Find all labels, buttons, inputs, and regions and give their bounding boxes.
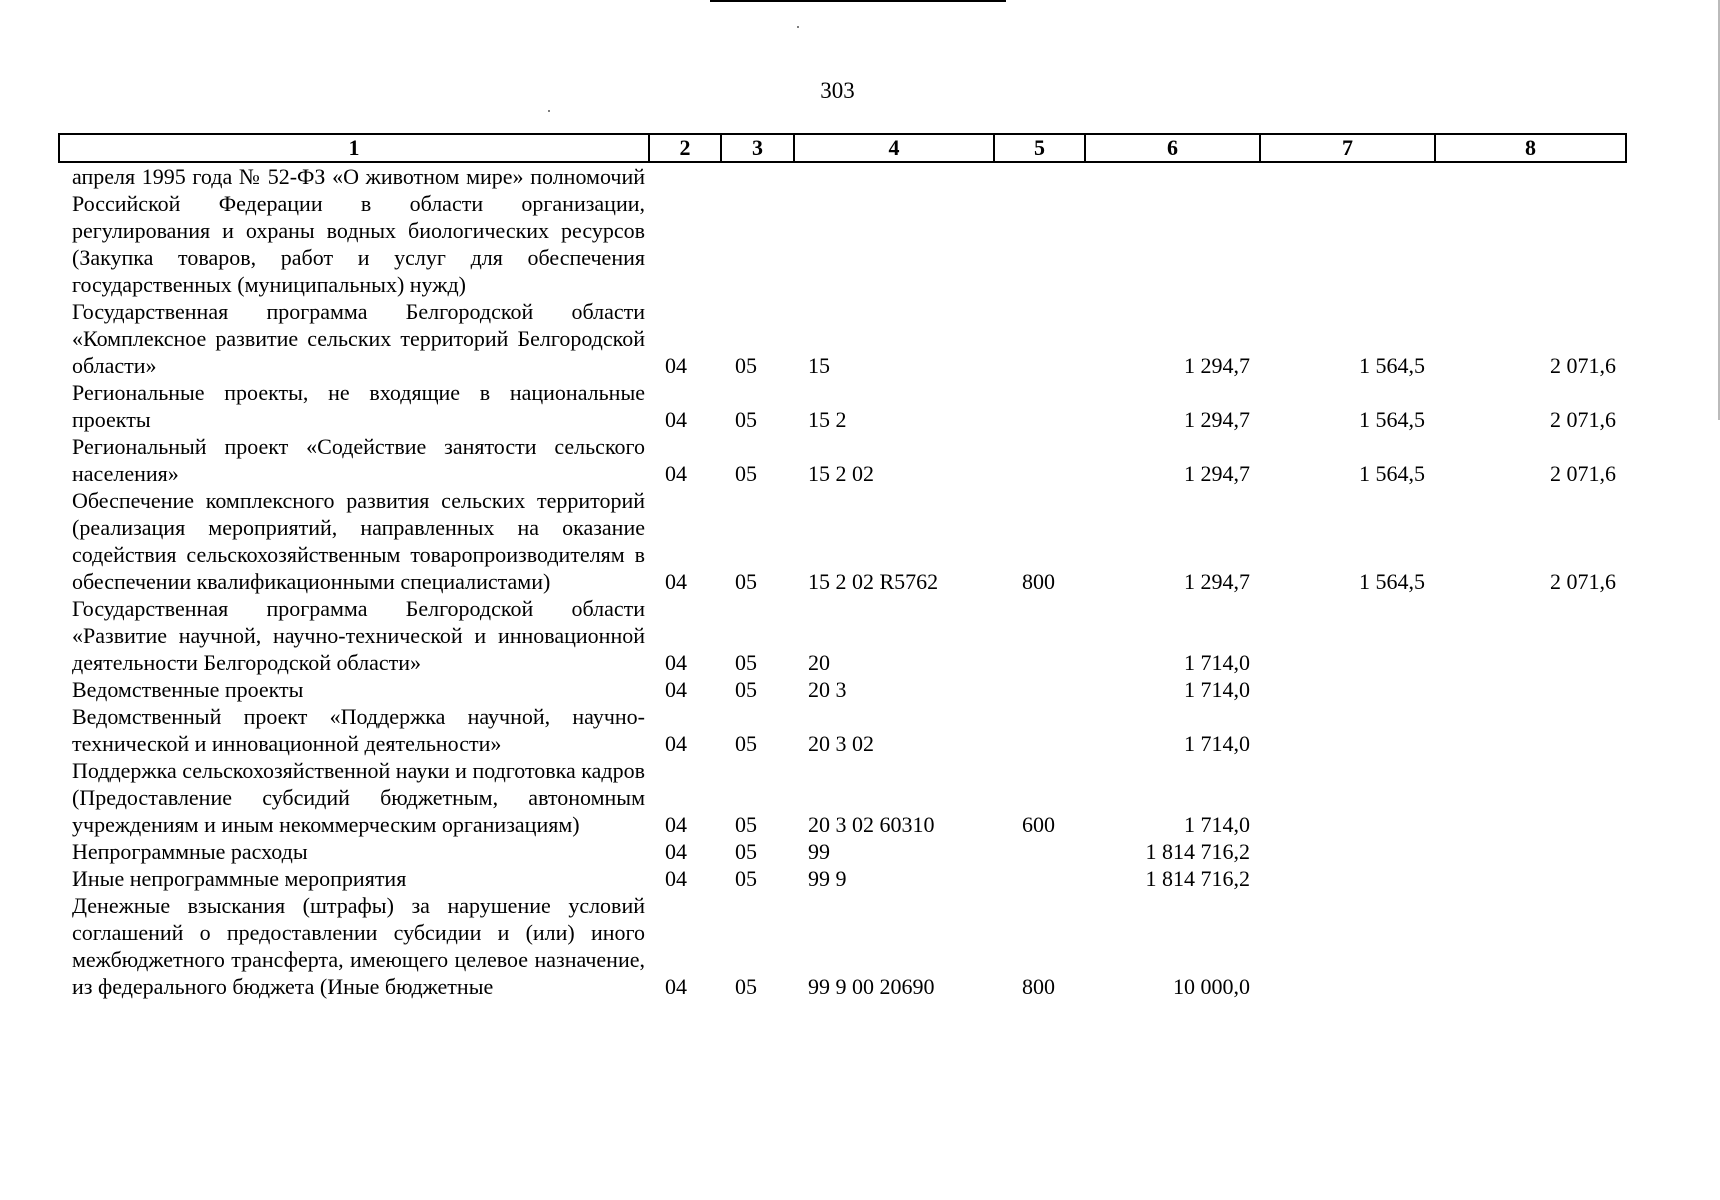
header-col-3: 3 <box>721 134 794 162</box>
row-expense-type <box>994 162 1085 298</box>
row-amount-year2 <box>1260 595 1435 676</box>
page-number: 303 <box>820 78 855 103</box>
row-amount-year3 <box>1435 892 1626 1000</box>
row-name: Непрограммные расходы <box>72 839 308 864</box>
row-amount-year3: 2 071,6 <box>1550 407 1616 432</box>
row-name: Ведомственные проекты <box>72 677 304 702</box>
row-expense-type <box>994 676 1085 703</box>
row-amount-year1: 10 000,0 <box>1173 974 1250 999</box>
row-section: 04 <box>665 677 687 702</box>
row-section: 04 <box>665 461 687 486</box>
row-target-article <box>794 162 994 298</box>
row-target-article: 15 <box>808 353 830 378</box>
row-target-article: 15 2 <box>808 407 847 432</box>
table-row <box>59 433 1626 487</box>
row-subsection: 05 <box>735 866 757 891</box>
row-amount-year1: 1 294,7 <box>1184 353 1250 378</box>
row-amount-year1: 1 294,7 <box>1184 407 1250 432</box>
row-expense-type: 800 <box>1022 569 1055 594</box>
row-section: 04 <box>665 974 687 999</box>
row-amount-year3 <box>1435 757 1626 838</box>
row-expense-type <box>994 379 1085 433</box>
row-amount-year2 <box>1260 892 1435 1000</box>
row-expense-type <box>994 298 1085 379</box>
row-section: 04 <box>665 407 687 432</box>
row-section: 04 <box>665 650 687 675</box>
row-subsection: 05 <box>735 569 757 594</box>
table-row <box>59 379 1626 433</box>
row-target-article: 20 3 <box>808 677 847 702</box>
header-col-1: 1 <box>59 134 649 162</box>
row-section <box>649 162 721 298</box>
table-row <box>59 865 1626 892</box>
table-row <box>59 162 1626 298</box>
row-amount-year1: 1 714,0 <box>1184 731 1250 756</box>
row-amount-year3 <box>1435 865 1626 892</box>
row-amount-year3: 2 071,6 <box>1550 569 1616 594</box>
scan-speck <box>797 26 799 28</box>
row-expense-type <box>994 838 1085 865</box>
row-amount-year2: 1 564,5 <box>1359 461 1425 486</box>
row-target-article: 99 9 00 20690 <box>808 974 935 999</box>
header-col-7: 7 <box>1260 134 1435 162</box>
row-amount-year3: 2 071,6 <box>1550 461 1616 486</box>
table-row <box>59 838 1626 865</box>
row-amount-year1: 1 294,7 <box>1184 461 1250 486</box>
row-section: 04 <box>665 812 687 837</box>
row-target-article: 20 3 02 <box>808 731 874 756</box>
row-amount-year3: 2 071,6 <box>1550 353 1616 378</box>
row-amount-year2: 1 564,5 <box>1359 569 1425 594</box>
row-section: 04 <box>665 353 687 378</box>
row-amount-year1 <box>1085 162 1260 298</box>
row-section: 04 <box>665 731 687 756</box>
row-amount-year1: 1 714,0 <box>1184 677 1250 702</box>
row-amount-year2 <box>1260 703 1435 757</box>
table-row <box>59 676 1626 703</box>
header-col-2: 2 <box>649 134 721 162</box>
row-subsection: 05 <box>735 812 757 837</box>
row-amount-year3 <box>1435 676 1626 703</box>
row-expense-type: 800 <box>1022 974 1055 999</box>
row-amount-year2: 1 564,5 <box>1359 407 1425 432</box>
row-name: Обеспечение комплексного развития сельских территорий (реализация мероприятий, направленных на оказание содействия сельскохозяйственным товаропроизводителям в обеспечении квалификационными специалистами) <box>72 488 645 594</box>
row-expense-type <box>994 703 1085 757</box>
row-section: 04 <box>665 866 687 891</box>
row-amount-year2 <box>1260 757 1435 838</box>
row-subsection: 05 <box>735 353 757 378</box>
row-amount-year1: 1 814 716,2 <box>1145 839 1250 864</box>
row-expense-type: 600 <box>1022 812 1055 837</box>
row-subsection <box>721 162 794 298</box>
row-expense-type <box>994 595 1085 676</box>
row-subsection: 05 <box>735 461 757 486</box>
header-col-6: 6 <box>1085 134 1260 162</box>
table-row <box>59 487 1626 595</box>
row-amount-year2 <box>1260 838 1435 865</box>
budget-table <box>58 133 1627 1000</box>
row-name: Региональные проекты, не входящие в национальные проекты <box>72 380 645 432</box>
row-target-article: 15 2 02 <box>808 461 874 486</box>
row-name: Денежные взыскания (штрафы) за нарушение условий соглашений о предоставлении субсидии и (или) иного межбюджетного трансферта, имеющего целевое назначение, из федерального бюджета (Иные бюджетные <box>72 893 645 999</box>
row-name: Иные непрограммные мероприятия <box>72 866 407 891</box>
row-name: Государственная программа Белгородской области «Развитие научной, научно-технической и инновационной деятельности Белгородской области» <box>72 596 645 675</box>
table-row <box>59 892 1626 1000</box>
header-col-5: 5 <box>994 134 1085 162</box>
row-amount-year3 <box>1435 838 1626 865</box>
table-header <box>59 134 1626 162</box>
row-amount-year1: 1 814 716,2 <box>1145 866 1250 891</box>
row-amount-year2: 1 564,5 <box>1359 353 1425 378</box>
row-name: Поддержка сельскохозяйственной науки и подготовка кадров (Предоставление субсидий бюджетным, автономным учреждениям и иным некоммерческим организациям) <box>72 758 645 837</box>
row-expense-type <box>994 433 1085 487</box>
table-row <box>59 595 1626 676</box>
table-row <box>59 298 1626 379</box>
row-amount-year2 <box>1260 162 1435 298</box>
row-amount-year3 <box>1435 595 1626 676</box>
row-target-article: 20 3 02 60310 <box>808 812 935 837</box>
row-amount-year1: 1 294,7 <box>1184 569 1250 594</box>
row-section: 04 <box>665 839 687 864</box>
table-row <box>59 703 1626 757</box>
row-amount-year3 <box>1435 162 1626 298</box>
row-name: Ведомственный проект «Поддержка научной, научно-технической и инновационной деятельности» <box>72 704 645 756</box>
row-subsection: 05 <box>735 974 757 999</box>
top-rule <box>710 0 1006 2</box>
row-expense-type <box>994 865 1085 892</box>
row-amount-year2 <box>1260 865 1435 892</box>
row-target-article: 99 <box>808 839 830 864</box>
row-target-article: 15 2 02 R5762 <box>808 569 939 594</box>
scan-speck <box>548 110 550 112</box>
row-target-article: 99 9 <box>808 866 847 891</box>
table-row <box>59 757 1626 838</box>
row-amount-year2 <box>1260 676 1435 703</box>
row-amount-year3 <box>1435 703 1626 757</box>
row-name: Региональный проект «Содействие занятости сельского населения» <box>72 434 645 486</box>
header-col-4: 4 <box>794 134 994 162</box>
row-name: Государственная программа Белгородской области «Комплексное развитие сельских территорий Белгородской области» <box>72 299 645 378</box>
row-subsection: 05 <box>735 677 757 702</box>
row-name: апреля 1995 года № 52-ФЗ «О животном мире» полномочий Российской Федерации в области организации, регулирования и охраны водных биологических ресурсов (Закупка товаров, работ и услуг для обеспечения государственных (муниципальных) нужд) <box>72 164 645 297</box>
header-col-8: 8 <box>1435 134 1626 162</box>
row-amount-year1: 1 714,0 <box>1184 812 1250 837</box>
row-subsection: 05 <box>735 839 757 864</box>
row-section: 04 <box>665 569 687 594</box>
row-subsection: 05 <box>735 650 757 675</box>
row-target-article: 20 <box>808 650 830 675</box>
row-subsection: 05 <box>735 407 757 432</box>
row-subsection: 05 <box>735 731 757 756</box>
row-amount-year1: 1 714,0 <box>1184 650 1250 675</box>
